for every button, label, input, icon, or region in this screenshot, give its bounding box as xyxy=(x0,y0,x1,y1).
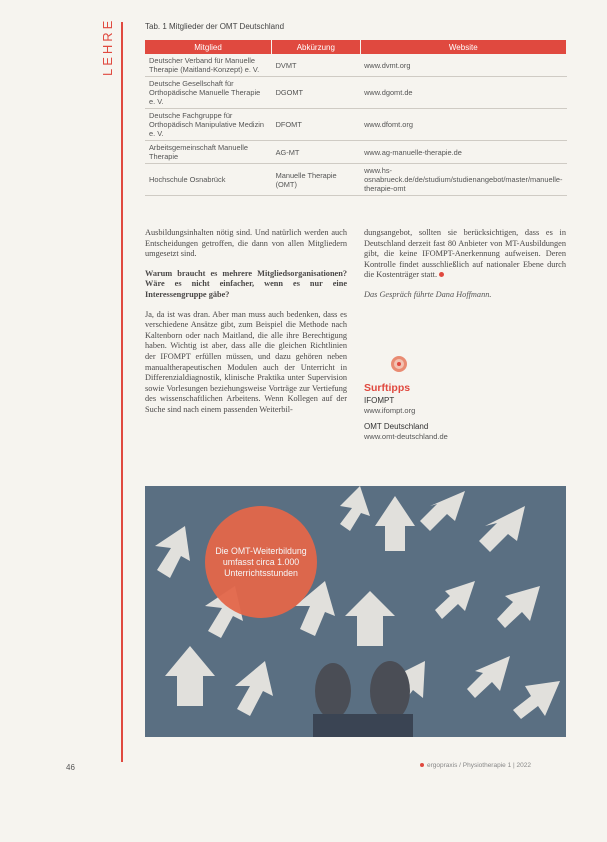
footer-magazine xyxy=(420,762,531,769)
footer-text: ergopraxis / Physiotherapie 1 | 2022 xyxy=(427,762,531,769)
header-abbreviation: Abkürzung xyxy=(272,40,361,54)
footer-dot-icon xyxy=(420,763,424,767)
header-member: Mitglied xyxy=(145,40,272,54)
section-divider xyxy=(121,22,123,762)
cell-member: Deutsche Gesellschaft für Orthopädische Manuelle Therapie e. V. xyxy=(145,77,272,109)
surftipps-link[interactable]: www.omt-deutschland.de xyxy=(364,432,448,441)
cell-member: Deutsche Fachgruppe für Orthopädisch Manipulative Medizin e. V. xyxy=(145,109,272,141)
paragraph-text: dungsangebot, sollten sie berücksichtigen, dass es in Deutschland derzeit fast 80 Anbieter von MT-Ausbildungen gibt, die keine IFOMPT-Anerkennung aufweisen. Deren Kontrolle findet ausschließlich auf nationaler Ebene durch die Kostenträger statt. xyxy=(364,228,566,280)
table-row xyxy=(145,141,567,164)
paragraph xyxy=(364,228,566,281)
cell-website-link[interactable]: www.hs-osnabrueck.de/de/studium/studienangebot/master/manuelle-therapie-omt xyxy=(360,164,566,196)
interview-credit: Das Gespräch führte Dana Hoffmann. xyxy=(364,289,492,299)
cell-website-link[interactable]: www.ag-manuelle-therapie.de xyxy=(360,141,566,164)
cell-abbreviation: DFOMT xyxy=(272,109,361,141)
photo-callout: Die OMT-Weiterbildung umfasst circa 1.000 Unterrichtsstunden xyxy=(205,506,317,618)
section-tag: LEHRE xyxy=(100,18,115,77)
arrows-photo xyxy=(145,486,566,737)
cell-website-link[interactable]: www.dgomt.de xyxy=(360,77,566,109)
cell-website-link[interactable]: www.dvmt.org xyxy=(360,54,566,77)
paragraph: Ja, da ist was dran. Aber man muss auch bedenken, dass es verschiedene Ansätze gibt, zum Beispiel die Methode nach Kaltenborn oder nach Maitland, die alle ihre Berechtigung haben. Wichtig ist aber, dass alle die gleichen Richtlinien der IFOMPT erfüllen müssen, und dazu gehören neben manualtherapeutischen Modulen auch der Unterricht in Differenzialdiagnostik, klinische Praktika unter Supervision sowie Vorlesungen beziehungsweise Vorträge zur Vertiefung des wissenschaftlichen Arbeitens. Wenn Kollegen auf der Suche sind nach einem passenden Weiterbil- xyxy=(145,309,347,414)
cell-member: Arbeitsgemeinschaft Manuelle Therapie xyxy=(145,141,272,164)
cell-abbreviation: DVMT xyxy=(272,54,361,77)
cell-member: Hochschule Osnabrück xyxy=(145,164,272,196)
members-table xyxy=(145,40,567,196)
surftipps-entry-name: OMT Deutschland xyxy=(364,422,429,431)
cell-website-link[interactable]: www.dfomt.org xyxy=(360,109,566,141)
table-header-row xyxy=(145,40,567,54)
table-caption: Tab. 1 Mitglieder der OMT Deutschland xyxy=(145,22,285,31)
header-website: Website xyxy=(360,40,566,54)
table-row xyxy=(145,54,567,77)
page-number: 46 xyxy=(66,763,75,772)
table-row xyxy=(145,109,567,141)
cell-member: Deutscher Verband für Manuelle Therapie (Maitland-Konzept) e. V. xyxy=(145,54,272,77)
paragraph: Ausbildungsinhalten nötig sind. Und natürlich werden auch Entscheidungen getroffen, die dann von allen Mitgliedern umgesetzt sind. xyxy=(145,228,347,259)
cell-abbreviation: DGOMT xyxy=(272,77,361,109)
table-row xyxy=(145,164,567,196)
surftipps-box xyxy=(364,382,448,448)
right-text-column xyxy=(364,228,566,310)
surftipps-title: Surftipps xyxy=(364,382,411,394)
arrows-photo-illustration xyxy=(145,486,566,737)
cell-abbreviation: Manuelle Therapie (OMT) xyxy=(272,164,361,196)
surftipps-link[interactable]: www.ifompt.org xyxy=(364,406,416,415)
surftipps-entry-name: IFOMPT xyxy=(364,396,395,405)
surftipps-icon xyxy=(391,356,407,372)
end-mark-icon xyxy=(439,272,444,277)
interview-question: Warum braucht es mehrere Mitgliedsorganisationen? Wäre es nicht einfacher, wenn es nur eine Interessengruppe gäbe? xyxy=(145,268,347,299)
left-text-column xyxy=(145,228,347,425)
table-row xyxy=(145,77,567,109)
cell-abbreviation: AG-MT xyxy=(272,141,361,164)
